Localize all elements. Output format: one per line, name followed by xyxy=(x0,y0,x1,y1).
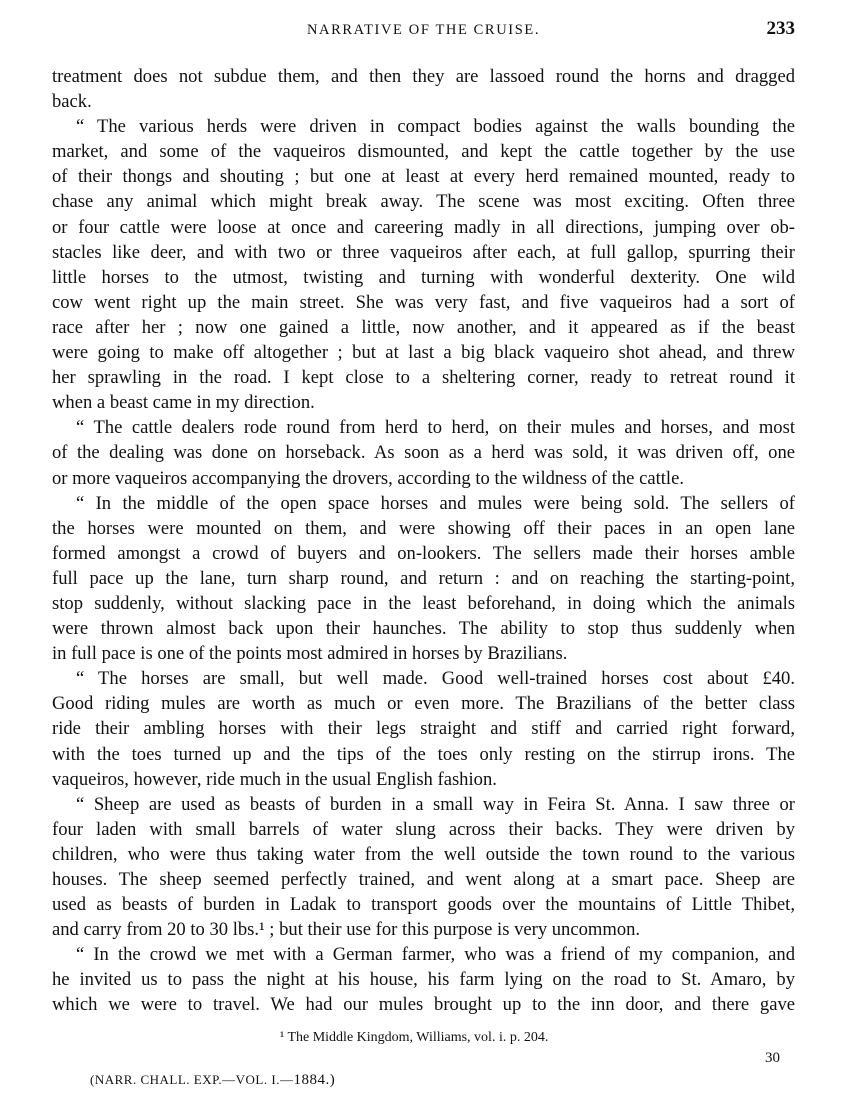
text-line: cow went right up the main street. She was very fast, and five vaqueiros had a sort of xyxy=(52,291,795,313)
text-line: full pace up the lane, turn sharp round, and return : and on reaching the starting-point, xyxy=(52,567,795,589)
running-title: NARRATIVE OF THE CRUISE. xyxy=(306,22,541,38)
text-line: of their thongs and shouting ; but one at least at every herd remained mounted, ready to xyxy=(52,166,795,188)
page-header xyxy=(52,18,795,42)
text-line: of the dealing was done on horseback. As soon as a herd was sold, it was driven off, one xyxy=(52,442,795,464)
text-line: “ In the middle of the open space horses and mules were being sold. The sellers of xyxy=(76,492,795,514)
text-line: “ Sheep are used as beasts of burden in a small way in Feira St. Anna. I saw three or xyxy=(76,793,795,815)
text-line: “ The horses are small, but well made. Good well-trained horses cost about £40. xyxy=(76,668,795,690)
text-line: ride their ambling horses with their legs straight and stiff and carried right forward, xyxy=(52,718,795,740)
text-line: children, who were thus taking water from the well outside the town round to the various xyxy=(52,843,795,865)
signature-mark: 30 xyxy=(765,1050,780,1066)
imprint-year: 1884.) xyxy=(293,1072,336,1088)
text-line: in full pace is one of the points most admired in horses by Brazilians. xyxy=(52,643,568,665)
paragraph xyxy=(52,792,795,943)
text-line: market, and some of the vaqueiros dismounted, and kept the cattle together by the use xyxy=(52,141,795,163)
text-line: were going to make off altogether ; but at last a big black vaqueiro shot ahead, and threw xyxy=(52,342,795,364)
imprint-text: (NARR. CHALL. EXP.—VOL. I.— xyxy=(90,1072,294,1087)
paragraph xyxy=(52,666,795,791)
text-line: her sprawling in the road. I kept close to a sheltering corner, ready to retreat round it xyxy=(52,367,795,389)
text-line: with the toes turned up and the tips of the toes only resting on the stirrup irons. The xyxy=(52,743,795,765)
text-line: formed amongst a crowd of buyers and on-lookers. The sellers made their horses amble xyxy=(52,542,795,564)
text-line: vaqueiros, however, ride much in the usual English fashion. xyxy=(52,768,497,790)
text-line: stacles like deer, and with two or three vaqueiros after each, at full gallop, spurring their xyxy=(52,241,795,263)
paragraph xyxy=(52,64,795,114)
text-line: and carry from 20 to 30 lbs.¹ ; but their use for this purpose is very uncommon. xyxy=(52,919,641,941)
text-line: stop suddenly, without slacking pace in the least beforehand, in doing which the animals xyxy=(52,592,795,614)
text-line: the horses were mounted on them, and were showing off their paces in an open lane xyxy=(52,517,795,539)
text-line: when a beast came in my direction. xyxy=(52,392,315,414)
text-line: Good riding mules are worth as much or even more. The Brazilians of the better class xyxy=(52,693,795,715)
text-line: four laden with small barrels of water slung across their backs. They were driven by xyxy=(52,818,795,840)
paragraph xyxy=(52,114,795,415)
text-line: he invited us to pass the night at his house, his farm lying on the road to St. Amaro, by xyxy=(52,969,795,991)
paragraph xyxy=(52,942,795,1017)
paragraph xyxy=(52,491,795,667)
text-line: houses. The sheep seemed perfectly trained, and went along at a smart pace. Sheep are xyxy=(52,869,795,890)
text-line: little horses to the utmost, twisting and turning with wonderful dexterity. One wild xyxy=(52,266,795,288)
text-line: were thrown almost back upon their haunches. The ability to stop thus suddenly when xyxy=(52,618,795,640)
text-line: which we were to travel. We had our mules brought up to the inn door, and there gave xyxy=(52,994,795,1016)
imprint xyxy=(90,1072,335,1089)
text-line: race after her ; now one gained a little, now another, and it appeared as if the beast xyxy=(52,316,795,338)
text-line: “ The cattle dealers rode round from herd to herd, on their mules and horses, and most xyxy=(76,417,795,439)
text-line: “ The various herds were driven in compact bodies against the walls bounding the xyxy=(76,116,795,138)
text-line: treatment does not subdue them, and then they are lassoed round the horns and dragged xyxy=(52,66,795,87)
text-line: used as beasts of burden in Ladak to transport goods over the mountains of Little Thibet, xyxy=(52,894,795,916)
text-line: or more vaqueiros accompanying the drovers, according to the wildness of the cattle. xyxy=(52,467,684,489)
paragraph xyxy=(52,415,795,490)
footnote: ¹ The Middle Kingdom, Williams, vol. i. p. 204. xyxy=(280,1030,549,1045)
page-number: 233 xyxy=(766,18,795,39)
text-line: back. xyxy=(52,91,92,113)
text-line: “ In the crowd we met with a German farmer, who was a friend of my companion, and xyxy=(76,944,795,966)
text-line: or four cattle were loose at once and careering madly in all directions, jumping over ob- xyxy=(52,216,795,238)
text-line: chase any animal which might break away. The scene was most exciting. Often three xyxy=(52,191,795,213)
body-text xyxy=(52,64,795,1018)
